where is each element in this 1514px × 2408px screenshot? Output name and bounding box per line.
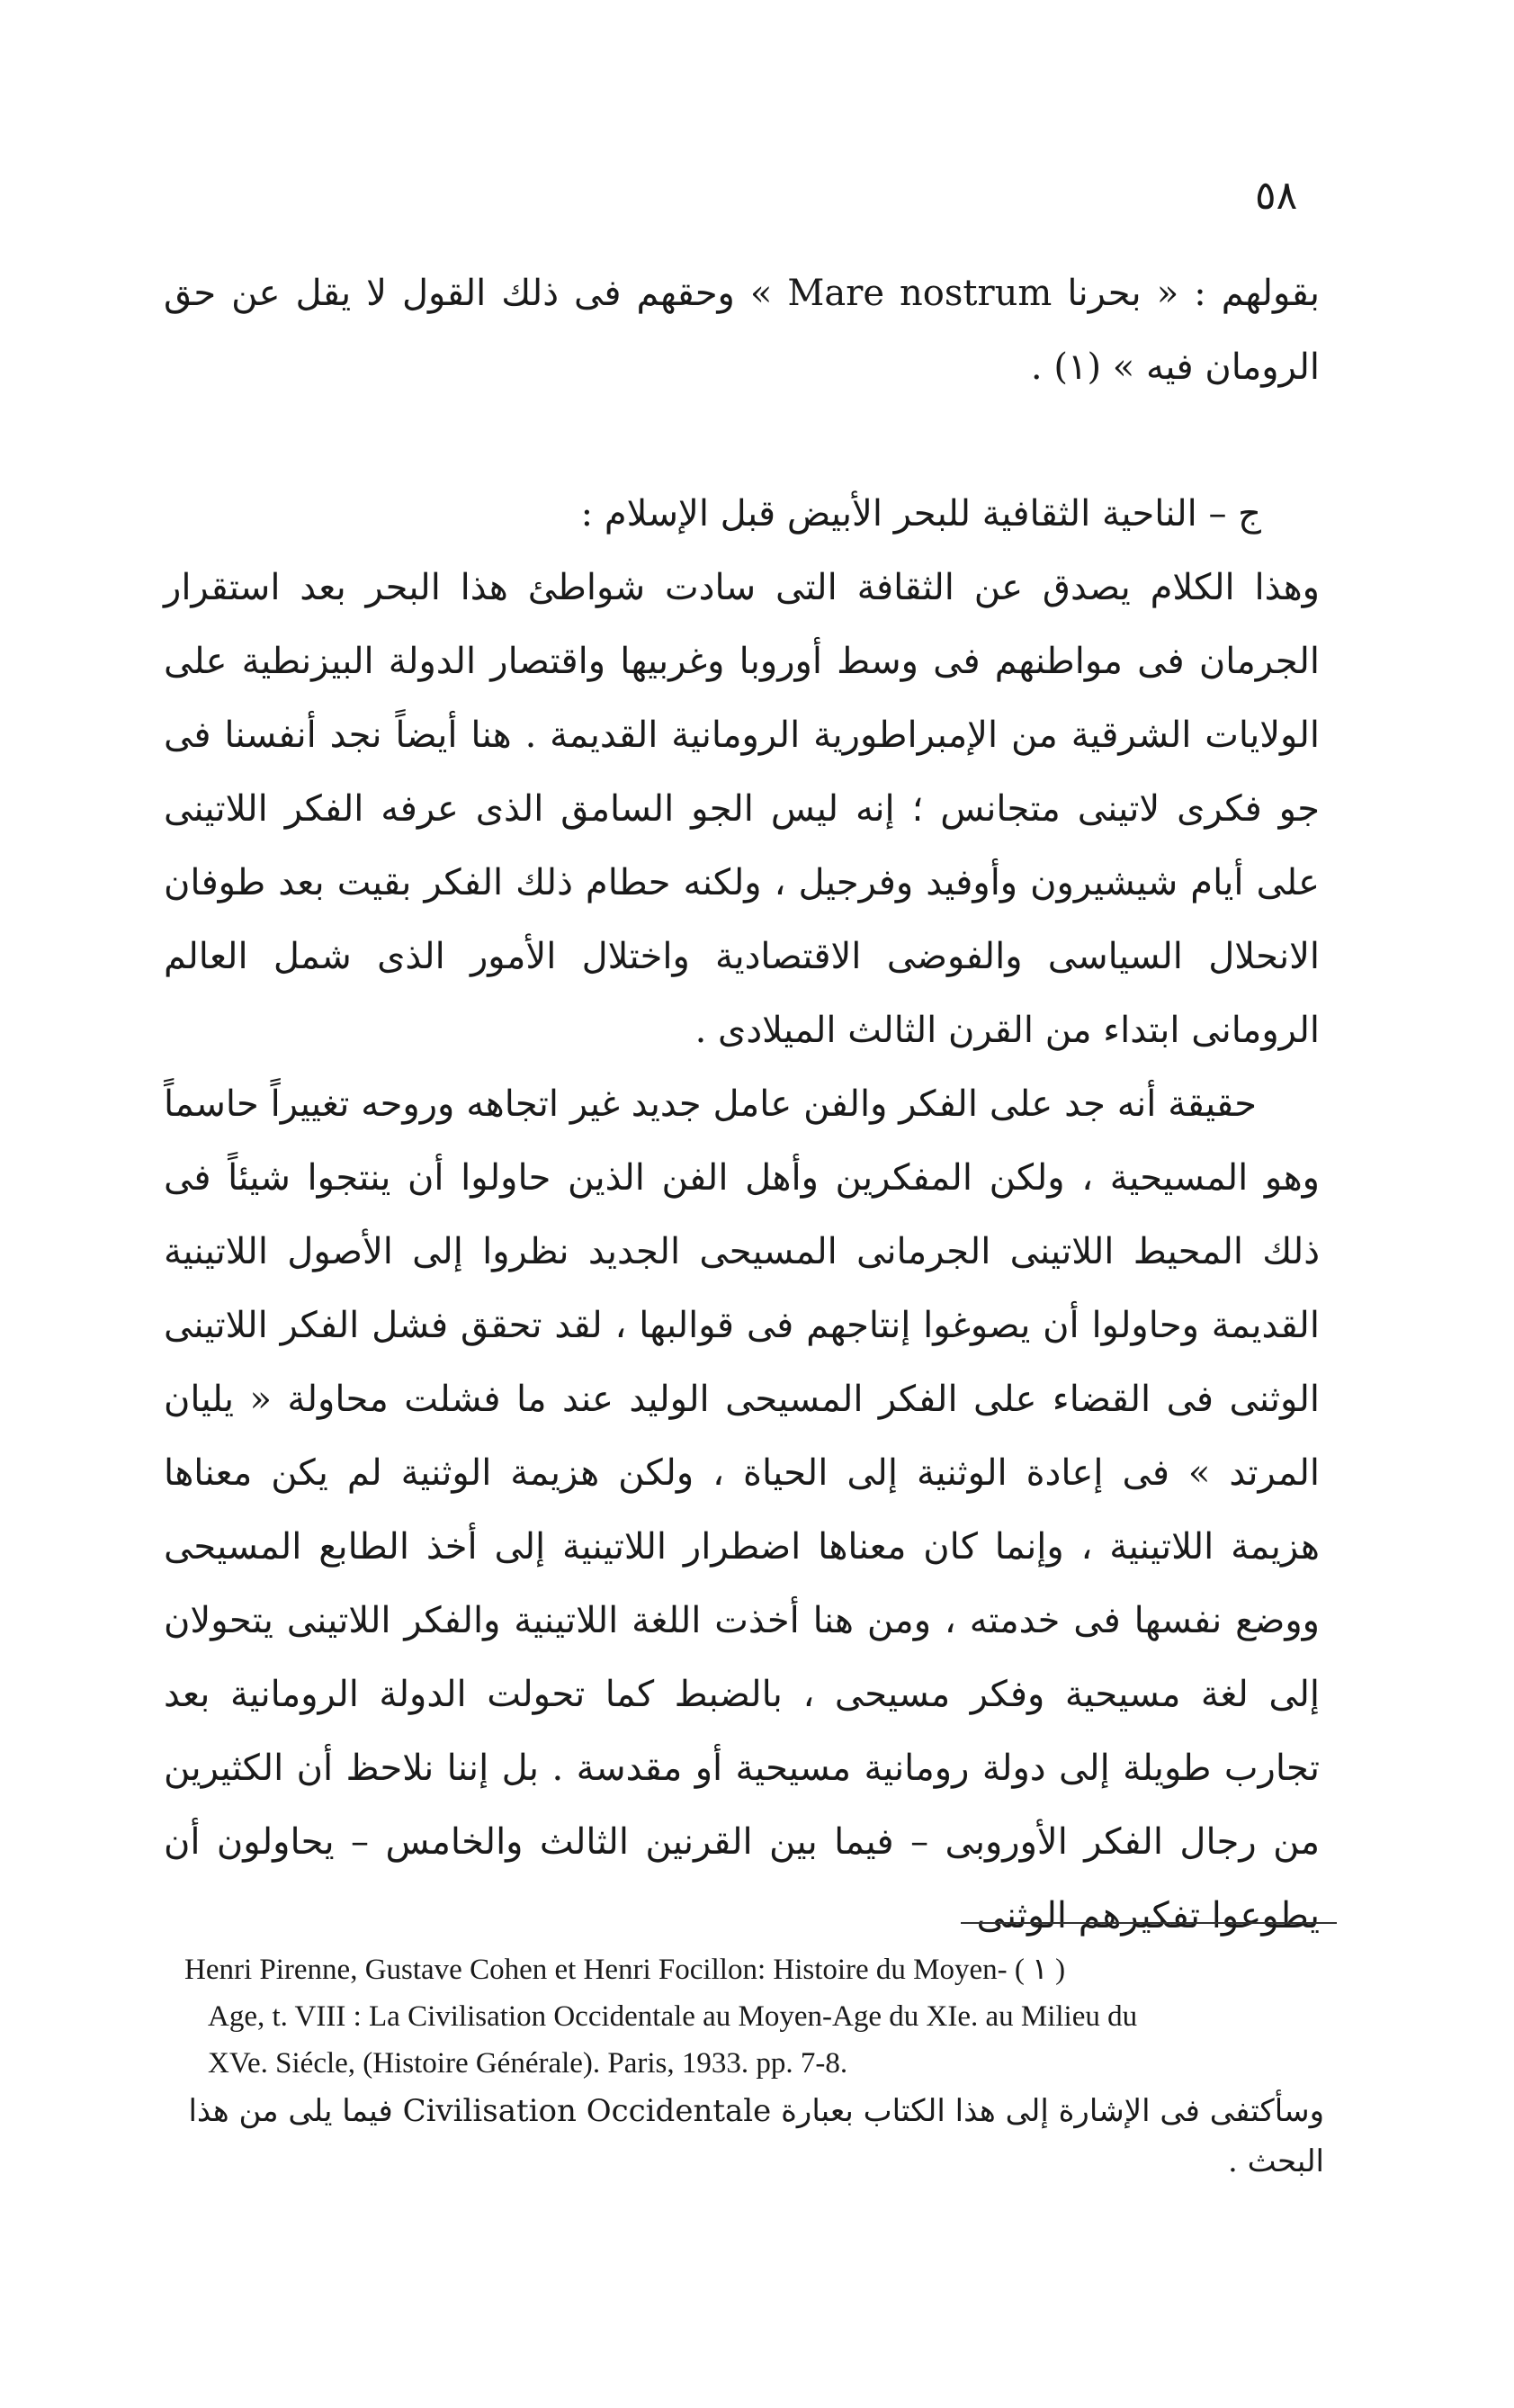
- footnote-line-2: Age, t. VIII : La Civilisation Occidentale au Moyen-Age du XIe. au Milieu du: [208, 2000, 1138, 2033]
- footnote-latin: [184, 1946, 1318, 2087]
- paragraph-3: حقيقة أنه جد على الفكر والفن عامل جديد غير اتجاهه وروحه تغييراً حاسماً وهو المسيحية ، ولكن المفكرين وأهل الفن الذين حاولوا أن ينتجوا شيئاً فى ذلك المحيط اللاتينى الجرمانى المسيحى الجديد نظروا إلى الأصول اللاتينية القديمة وحاولوا أن يصوغوا إنتاجهم فى قوالبها ، لقد تحقق فشل الفكر اللاتينى الوثنى فى القضاء على الفكر المسيحى الوليد عند ما فشلت محاولة « يليان المرتد » فى إعادة الوثنية إلى الحياة ، ولكن هزيمة الوثنية لم يكن معناها هزيمة اللاتينية ، وإنما كان معناها اضطرار اللاتينية إلى أخذ الطابع المسيحى ووضع نفسها فى خدمته ، ومن هنا أخذت اللغة اللاتينية والفكر اللاتينى يتحولان إلى لغة مسيحية وفكر مسيحى ، بالضبط كما تحولت الدولة الرومانية بعد تجارب طويلة إلى دولة رومانية مسيحية أو مقدسة . بل إننا نلاحظ أن الكثيرين من رجال الفكر الأوروبى – فيما بين القرنين الثالث والخامس – يحاولون أن يطوعوا تفكيرهم الوثنى: [164, 1083, 1320, 1936]
- footnote-line-3: XVe. Siécle, (Histoire Générale). Paris, 1933. pp. 7-8.: [208, 2047, 848, 2080]
- paragraph-2: وهذا الكلام يصدق عن الثقافة التى سادت شواطئ هذا البحر بعد استقرار الجرمان فى مواطنهم فى وسط أوروبا وغربيها واقتصار الدولة البيزنطية على الولايات الشرقية من الإمبراطورية الرومانية القديمة . هنا أيضاً نجد أنفسنا فى جو فكرى لاتينى متجانس ؛ إنه ليس الجو السامق الذى عرفه الفكر اللاتينى على أيام شيشيرون وأوفيد وفرجيل ، ولكنه حطام ذلك الفكر بقيت بعد طوفان الانحلال السياسى والفوضى الاقتصادية واختلال الأمور الذى شمل العالم الرومانى ابتداء من القرن الثالث الميلادى .: [164, 567, 1320, 1051]
- paragraph-1: بقولهم : « بحرنا Mare nostrum » وحقهم فى ذلك القول لا يقل عن حق الرومان فيه » (١) .: [164, 273, 1320, 388]
- footnote-line-1: Henri Pirenne, Gustave Cohen et Henri Focillon: Histoire du Moyen- ( ١ ): [184, 1954, 1066, 1986]
- footnote-arabic: وسأكتفى فى الإشارة إلى هذا الكتاب بعبارة Civilisation Occidentale فيما يلى من هذا البحث .: [188, 2093, 1324, 2179]
- section-heading: ج – الناحية الثقافية للبحر الأبيض قبل الإسلام :: [580, 493, 1261, 535]
- page-number: ٥٨: [1255, 173, 1298, 219]
- footnote-rule: [961, 1922, 1337, 1924]
